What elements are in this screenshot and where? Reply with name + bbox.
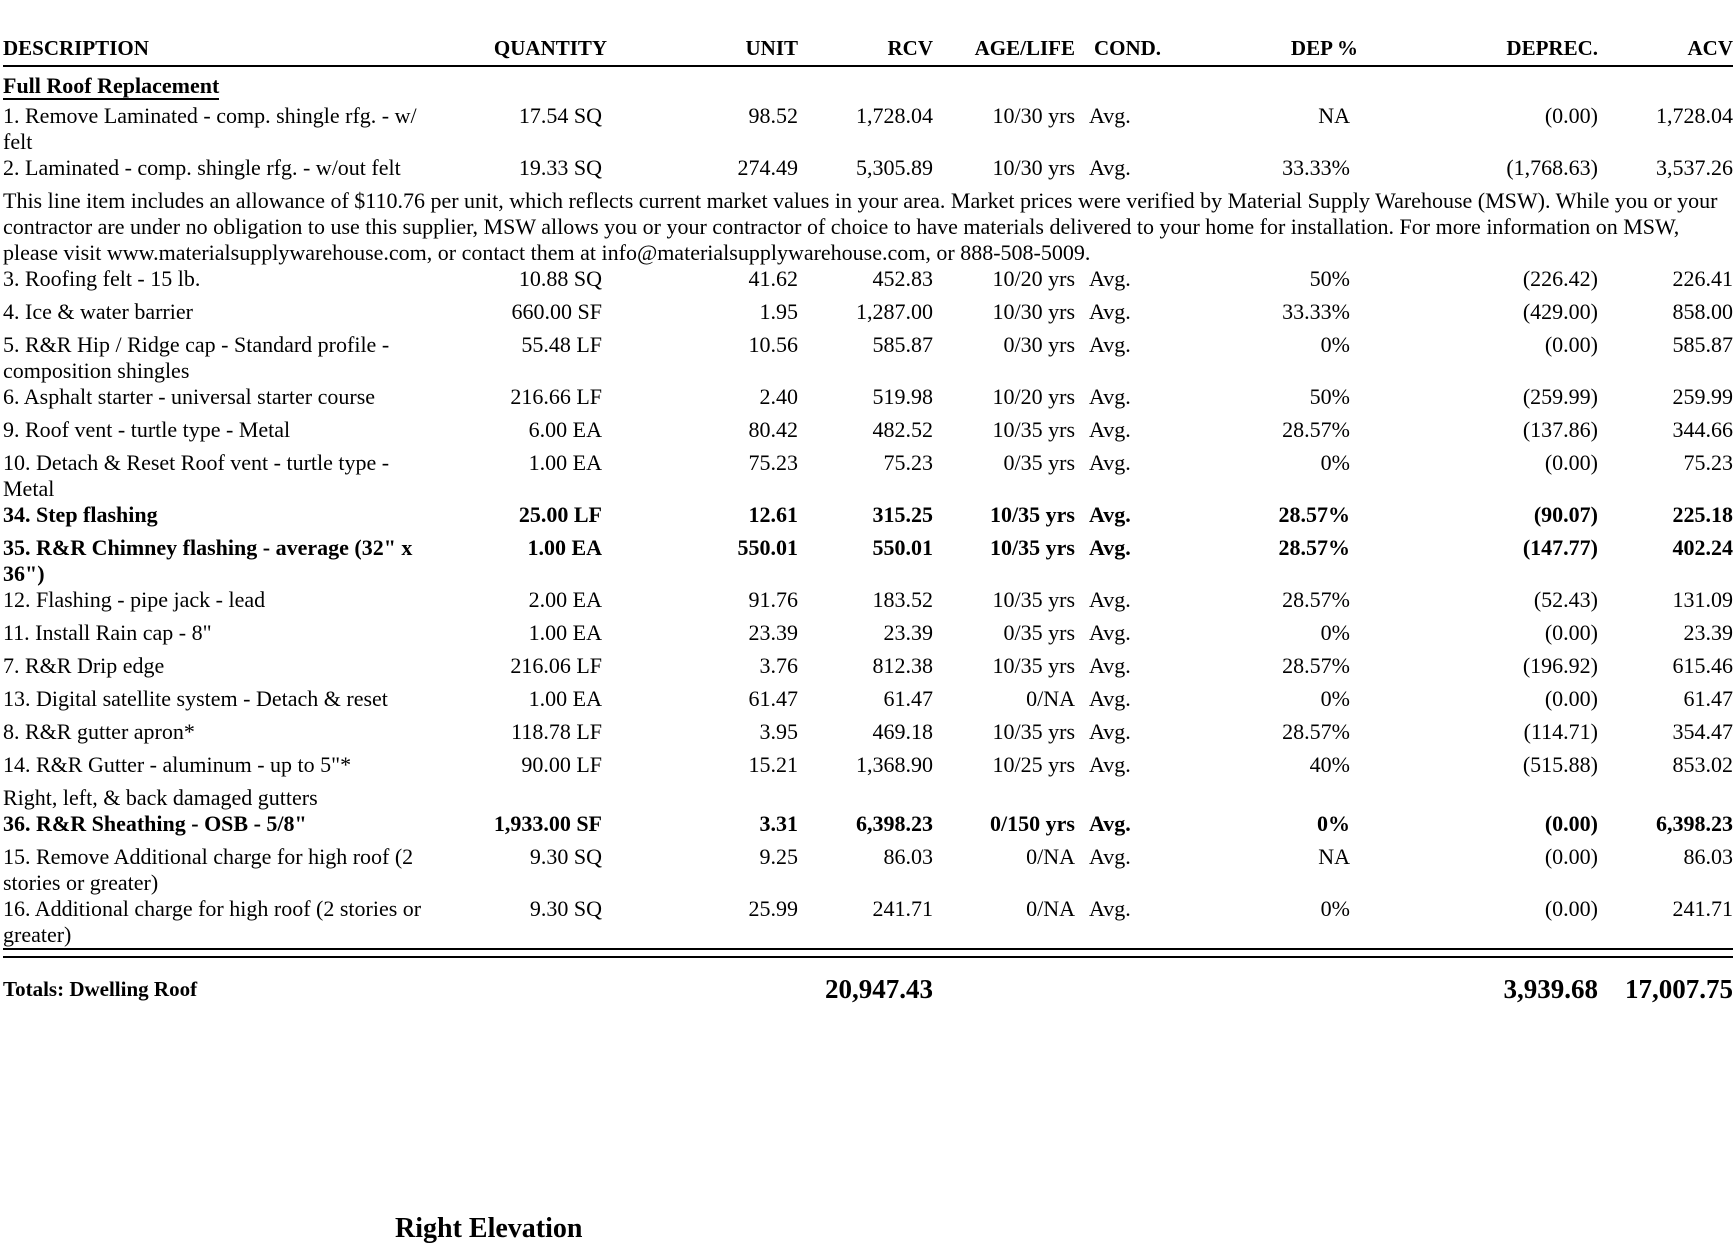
cell-age-life: 10/35 yrs [990,502,1075,528]
cell-deprec: (0.00) [1544,844,1598,870]
cell-cond: Avg. [1089,719,1131,745]
cell-quantity: 55.48 LF [521,332,602,358]
cell-dep-pct: NA [1318,103,1350,129]
cell-dep-pct: 33.33% [1282,155,1350,181]
cell-dep-pct: 28.57% [1282,653,1350,679]
cell-unit: 2.40 [759,384,798,410]
cell-deprec: (52.43) [1533,587,1598,613]
table-row [3,811,1733,844]
cell-description: 7. R&R Drip edge [3,653,165,679]
cell-description: 10. Detach & Reset Roof vent - turtle type - Metal [3,450,390,502]
cell-description: 2. Laminated - comp. shingle rfg. - w/out felt [3,155,401,181]
cell-cond: Avg. [1089,587,1131,613]
cell-age-life: 10/35 yrs [992,653,1075,679]
cell-unit: 550.01 [737,535,798,561]
cell-acv: 75.23 [1683,450,1733,476]
cell-dep-pct: 28.57% [1282,719,1350,745]
cell-quantity: 17.54 SQ [518,103,602,129]
cell-unit: 15.21 [748,752,798,778]
cell-description: 36. R&R Sheathing - OSB - 5/8" [3,811,307,837]
cell-deprec: (90.07) [1533,502,1598,528]
totals-label: Totals: Dwelling Roof [3,977,198,1002]
cell-quantity: 1.00 EA [528,620,602,646]
cell-unit: 1.95 [759,299,798,325]
table-row [3,719,1733,752]
cell-description: 11. Install Rain cap - 8" [3,620,212,646]
cell-quantity: 1,933.00 SF [493,811,602,837]
cell-unit: 9.25 [759,844,798,870]
cell-unit: 274.49 [737,155,798,181]
cell-acv: 402.24 [1672,535,1733,561]
cell-description: 12. Flashing - pipe jack - lead [3,587,266,613]
header-unit: UNIT [638,32,798,66]
table-row [3,332,1733,384]
cell-cond: Avg. [1089,896,1131,922]
totals-row [3,957,1733,1009]
cell-age-life: 0/35 yrs [1003,450,1075,476]
cell-age-life: 0/30 yrs [1003,332,1075,358]
cell-quantity: 1.00 EA [528,450,602,476]
cell-dep-pct: 0% [1317,811,1350,837]
totals-deprec: 3,939.68 [1503,974,1598,1005]
cell-quantity: 6.00 EA [528,417,602,443]
cell-cond: Avg. [1089,502,1131,528]
cell-quantity: 216.66 LF [510,384,602,410]
totals-acv: 17,007.75 [1625,974,1733,1005]
cell-dep-pct: 0% [1320,450,1350,476]
cell-rcv: 23.39 [883,620,933,646]
cell-quantity: 90.00 LF [521,752,602,778]
cell-cond: Avg. [1089,686,1131,712]
table-row [3,653,1733,686]
cell-age-life: 10/30 yrs [992,155,1075,181]
cell-deprec: (0.00) [1544,811,1598,837]
cell-quantity: 118.78 LF [511,719,602,745]
cell-dep-pct: 0% [1320,620,1350,646]
section-title: Full Roof Replacement [3,73,220,99]
header-dep-pct: DEP % [1180,32,1388,66]
cell-age-life: 10/35 yrs [992,417,1075,443]
table-row [3,896,1733,949]
cell-description: 15. Remove Additional charge for high roof (2 stories or greater) [3,844,414,896]
cell-dep-pct: 40% [1309,752,1350,778]
cell-unit: 91.76 [748,587,798,613]
cell-description: 8. R&R gutter apron* [3,719,195,745]
cell-description: 16. Additional charge for high roof (2 stories or greater) [3,896,422,948]
cell-unit: 75.23 [748,450,798,476]
cell-acv: 615.46 [1672,653,1733,679]
table-body [3,66,1733,949]
cell-age-life: 10/30 yrs [992,103,1075,129]
cell-quantity: 25.00 LF [518,502,602,528]
note-row [3,785,1733,811]
table-header [3,32,1733,66]
cell-unit: 10.56 [748,332,798,358]
cell-quantity: 2.00 EA [528,587,602,613]
cell-age-life: 0/NA [1026,844,1075,870]
totals-body [3,949,1733,1009]
cell-dep-pct: 0% [1320,896,1350,922]
cell-description: 9. Roof vent - turtle type - Metal [3,417,291,443]
cell-deprec: (259.99) [1522,384,1598,410]
cell-age-life: 10/30 yrs [992,299,1075,325]
header-acv: ACV [1598,32,1733,66]
cell-quantity: 216.06 LF [510,653,602,679]
cell-deprec: (114.71) [1523,719,1598,745]
cell-cond: Avg. [1089,332,1131,358]
cell-rcv: 6,398.23 [856,811,933,837]
cell-acv: 241.71 [1672,896,1733,922]
header-deprec: DEPREC. [1388,32,1598,66]
cell-rcv: 1,728.04 [856,103,933,129]
cell-quantity: 660.00 SF [511,299,602,325]
cell-deprec: (0.00) [1544,103,1598,129]
cell-unit: 80.42 [748,417,798,443]
cell-deprec: (0.00) [1544,686,1598,712]
cell-age-life: 10/35 yrs [992,587,1075,613]
cell-dep-pct: 33.33% [1282,299,1350,325]
cell-unit: 25.99 [748,896,798,922]
cell-cond: Avg. [1089,384,1131,410]
cell-dep-pct: 0% [1320,332,1350,358]
line-items-table [3,32,1733,1009]
cell-cond: Avg. [1089,653,1131,679]
cell-description: 3. Roofing felt - 15 lb. [3,266,201,292]
cell-dep-pct: 28.57% [1278,502,1350,528]
cell-age-life: 0/150 yrs [990,811,1075,837]
cell-rcv: 469.18 [872,719,933,745]
header-rcv: RCV [798,32,933,66]
table-row [3,844,1733,896]
cell-unit: 61.47 [748,686,798,712]
cell-age-life: 0/NA [1026,896,1075,922]
section-row [3,66,1733,103]
cell-acv: 1,728.04 [1656,103,1733,129]
cell-rcv: 86.03 [883,844,933,870]
cell-unit: 3.76 [759,653,798,679]
cell-cond: Avg. [1089,620,1131,646]
note-text: This line item includes an allowance of $110.76 per unit, which reflects current market values in your area. Market prices were verified by Material Supply Warehouse (MSW). While you or your contractor are under no obligation to use this supplier, MSW allows you or your contractor of choice to have materials delivered to your home for installation. For more information on MSW, please visit www.materialsupplywarehouse.com, or contact them at info@materialsupplywarehouse.com, or 888-508-5009. [3,188,1718,266]
cell-deprec: (196.92) [1522,653,1598,679]
cell-cond: Avg. [1089,752,1131,778]
cell-rcv: 1,287.00 [856,299,933,325]
table-row [3,686,1733,719]
cell-age-life: 10/35 yrs [992,719,1075,745]
estimate-sheet [3,32,1733,1009]
cell-rcv: 585.87 [872,332,933,358]
cell-dep-pct: 28.57% [1282,587,1350,613]
cell-acv: 61.47 [1683,686,1733,712]
cell-acv: 853.02 [1672,752,1733,778]
note-row [3,188,1733,266]
note-text: Right, left, & back damaged gutters [3,785,318,811]
cell-quantity: 10.88 SQ [518,266,602,292]
cell-cond: Avg. [1089,417,1131,443]
cell-quantity: 9.30 SQ [529,844,602,870]
table-row [3,299,1733,332]
header-age-life: AGE/LIFE [933,32,1075,66]
cell-acv: 3,537.26 [1656,155,1733,181]
cell-acv: 225.18 [1672,502,1733,528]
cell-acv: 6,398.23 [1656,811,1733,837]
cell-acv: 585.87 [1672,332,1733,358]
cell-dep-pct: 28.57% [1278,535,1350,561]
cell-cond: Avg. [1089,844,1131,870]
cell-age-life: 10/25 yrs [992,752,1075,778]
cell-description: 35. R&R Chimney flashing - average (32" x 36") [3,535,413,587]
cell-dep-pct: 50% [1309,384,1350,410]
cell-description: 6. Asphalt starter - universal starter course [3,384,376,410]
cell-deprec: (515.88) [1522,752,1598,778]
cell-unit: 12.61 [748,502,798,528]
table-row [3,535,1733,587]
cell-deprec: (147.77) [1522,535,1598,561]
next-section-heading: Right Elevation [395,1213,583,1244]
cell-cond: Avg. [1089,299,1131,325]
cell-rcv: 452.83 [872,266,933,292]
cell-rcv: 315.25 [872,502,933,528]
table-row [3,155,1733,188]
cell-description: 13. Digital satellite system - Detach & reset [3,686,388,712]
cell-rcv: 241.71 [872,896,933,922]
cell-deprec: (0.00) [1544,450,1598,476]
cell-unit: 3.95 [759,719,798,745]
table-row [3,502,1733,535]
cell-dep-pct: 0% [1320,686,1350,712]
header-cond: COND. [1075,32,1180,66]
cell-deprec: (0.00) [1544,332,1598,358]
cell-quantity: 9.30 SQ [529,896,602,922]
table-row [3,103,1733,155]
cell-description: 1. Remove Laminated - comp. shingle rfg. - w/ felt [3,103,417,155]
table-row [3,620,1733,653]
cell-rcv: 550.01 [872,535,933,561]
header-quantity: QUANTITY [463,32,638,66]
cell-acv: 354.47 [1672,719,1733,745]
cell-acv: 226.41 [1672,266,1733,292]
table-row [3,450,1733,502]
cell-acv: 344.66 [1672,417,1733,443]
cell-acv: 259.99 [1672,384,1733,410]
cell-acv: 131.09 [1672,587,1733,613]
cell-deprec: (0.00) [1544,896,1598,922]
cell-acv: 86.03 [1683,844,1733,870]
table-row [3,266,1733,299]
header-description: DESCRIPTION [3,32,463,66]
table-row [3,752,1733,785]
cell-deprec: (137.86) [1522,417,1598,443]
cell-rcv: 482.52 [872,417,933,443]
cell-rcv: 61.47 [883,686,933,712]
cell-age-life: 10/35 yrs [990,535,1075,561]
cell-dep-pct: NA [1318,844,1350,870]
table-row [3,384,1733,417]
cell-age-life: 0/NA [1026,686,1075,712]
cell-age-life: 0/35 yrs [1003,620,1075,646]
cell-deprec: (0.00) [1544,620,1598,646]
cell-unit: 41.62 [748,266,798,292]
cell-cond: Avg. [1089,155,1131,181]
cell-rcv: 75.23 [883,450,933,476]
cell-rcv: 519.98 [872,384,933,410]
cell-quantity: 1.00 EA [528,686,602,712]
table-row [3,587,1733,620]
cell-cond: Avg. [1089,450,1131,476]
cell-unit: 98.52 [748,103,798,129]
cell-cond: Avg. [1089,811,1131,837]
cell-deprec: (1,768.63) [1506,155,1598,181]
cell-description: 5. R&R Hip / Ridge cap - Standard profile - composition shingles [3,332,390,384]
cell-deprec: (429.00) [1522,299,1598,325]
cell-unit: 23.39 [748,620,798,646]
cell-description: 4. Ice & water barrier [3,299,193,325]
cell-description: 34. Step flashing [3,502,158,528]
cell-deprec: (226.42) [1522,266,1598,292]
cell-unit: 3.31 [759,811,798,837]
cell-cond: Avg. [1089,103,1131,129]
cell-quantity: 19.33 SQ [518,155,602,181]
cell-acv: 858.00 [1672,299,1733,325]
cell-rcv: 5,305.89 [856,155,933,181]
totals-rule [3,949,1733,957]
cell-rcv: 1,368.90 [856,752,933,778]
cell-description: 14. R&R Gutter - aluminum - up to 5"* [3,752,352,778]
cell-age-life: 10/20 yrs [992,384,1075,410]
cell-dep-pct: 28.57% [1282,417,1350,443]
cell-acv: 23.39 [1683,620,1733,646]
cell-cond: Avg. [1089,535,1131,561]
cell-quantity: 1.00 EA [527,535,602,561]
cell-rcv: 812.38 [872,653,933,679]
cell-rcv: 183.52 [872,587,933,613]
cell-age-life: 10/20 yrs [992,266,1075,292]
totals-rcv: 20,947.43 [825,974,933,1005]
cell-cond: Avg. [1089,266,1131,292]
cell-dep-pct: 50% [1309,266,1350,292]
table-row [3,417,1733,450]
